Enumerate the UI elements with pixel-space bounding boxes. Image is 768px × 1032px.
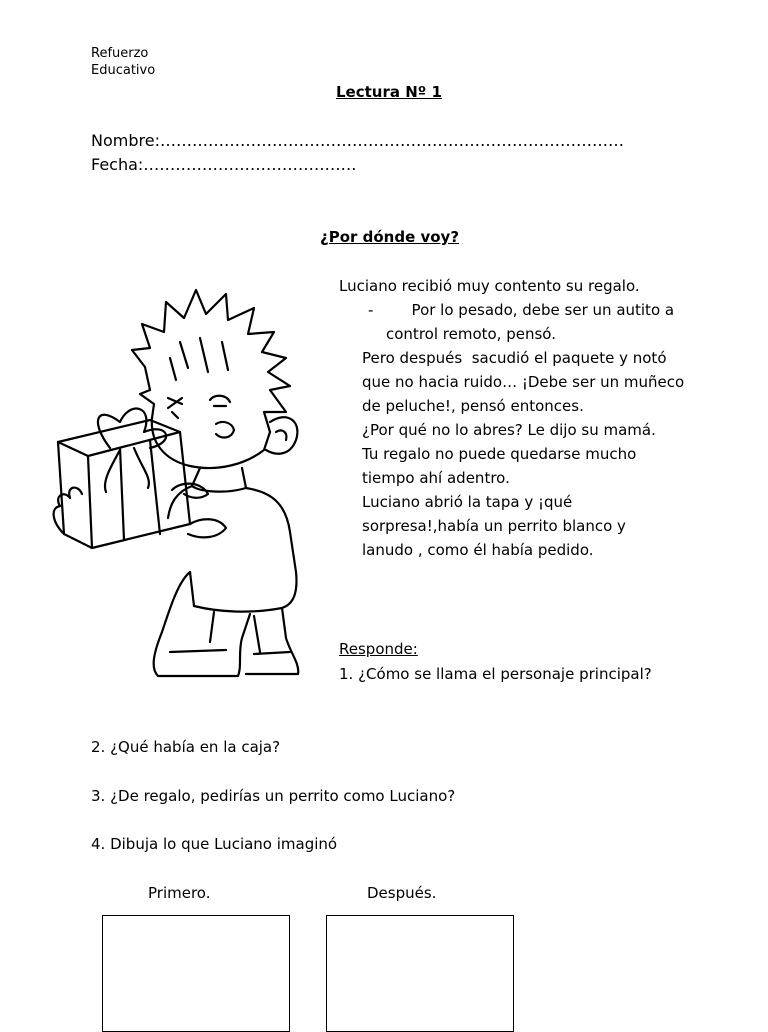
questions-heading: Responde:	[339, 640, 418, 658]
story-line-3: control remoto, pensó.	[386, 325, 556, 343]
story-line-5: que no hacia ruido… ¡Debe ser un muñeco	[362, 373, 685, 391]
story-line-10: Luciano abrió la tapa y ¡qué	[362, 493, 573, 511]
story-line-9: tiempo ahí adentro.	[362, 469, 510, 487]
story-line-6: de peluche!, pensó entonces.	[362, 397, 584, 415]
question-1: 1. ¿Cómo se llama el personaje principal?	[339, 665, 652, 683]
story-line-1: Luciano recibió muy contento su regalo.	[339, 277, 640, 295]
header-line-1: Refuerzo	[91, 46, 149, 61]
drawing-label-second: Después.	[367, 884, 437, 902]
story-line-11: sorpresa!,había un perrito blanco y	[362, 517, 626, 535]
page-title: Lectura Nº 1	[336, 83, 442, 101]
nombre-field: Nombre:……………………………………………………………………………	[91, 131, 624, 150]
drawing-box-first[interactable]	[102, 915, 290, 1032]
fecha-field: Fecha:………………………………….	[91, 155, 357, 174]
drawing-box-second[interactable]	[326, 915, 514, 1032]
story-title: ¿Por dónde voy?	[320, 228, 460, 246]
story-line-2: - Por lo pesado, debe ser un autito a	[368, 301, 675, 319]
story-line-8: Tu regalo no puede quedarse mucho	[362, 445, 637, 463]
drawing-label-first: Primero.	[148, 884, 211, 902]
story-line-7: ¿Por qué no lo abres? Le dijo su mamá.	[362, 421, 656, 439]
boy-with-gift-illustration	[50, 272, 332, 682]
story-line-4: Pero después sacudió el paquete y notó	[362, 349, 667, 367]
question-4: 4. Dibuja lo que Luciano imaginó	[91, 835, 338, 853]
story-line-12: lanudo , como él había pedido.	[362, 541, 594, 559]
header-line-2: Educativo	[91, 63, 156, 78]
question-2: 2. ¿Qué había en la caja?	[91, 738, 281, 756]
question-3: 3. ¿De regalo, pedirías un perrito como Luciano?	[91, 787, 456, 805]
